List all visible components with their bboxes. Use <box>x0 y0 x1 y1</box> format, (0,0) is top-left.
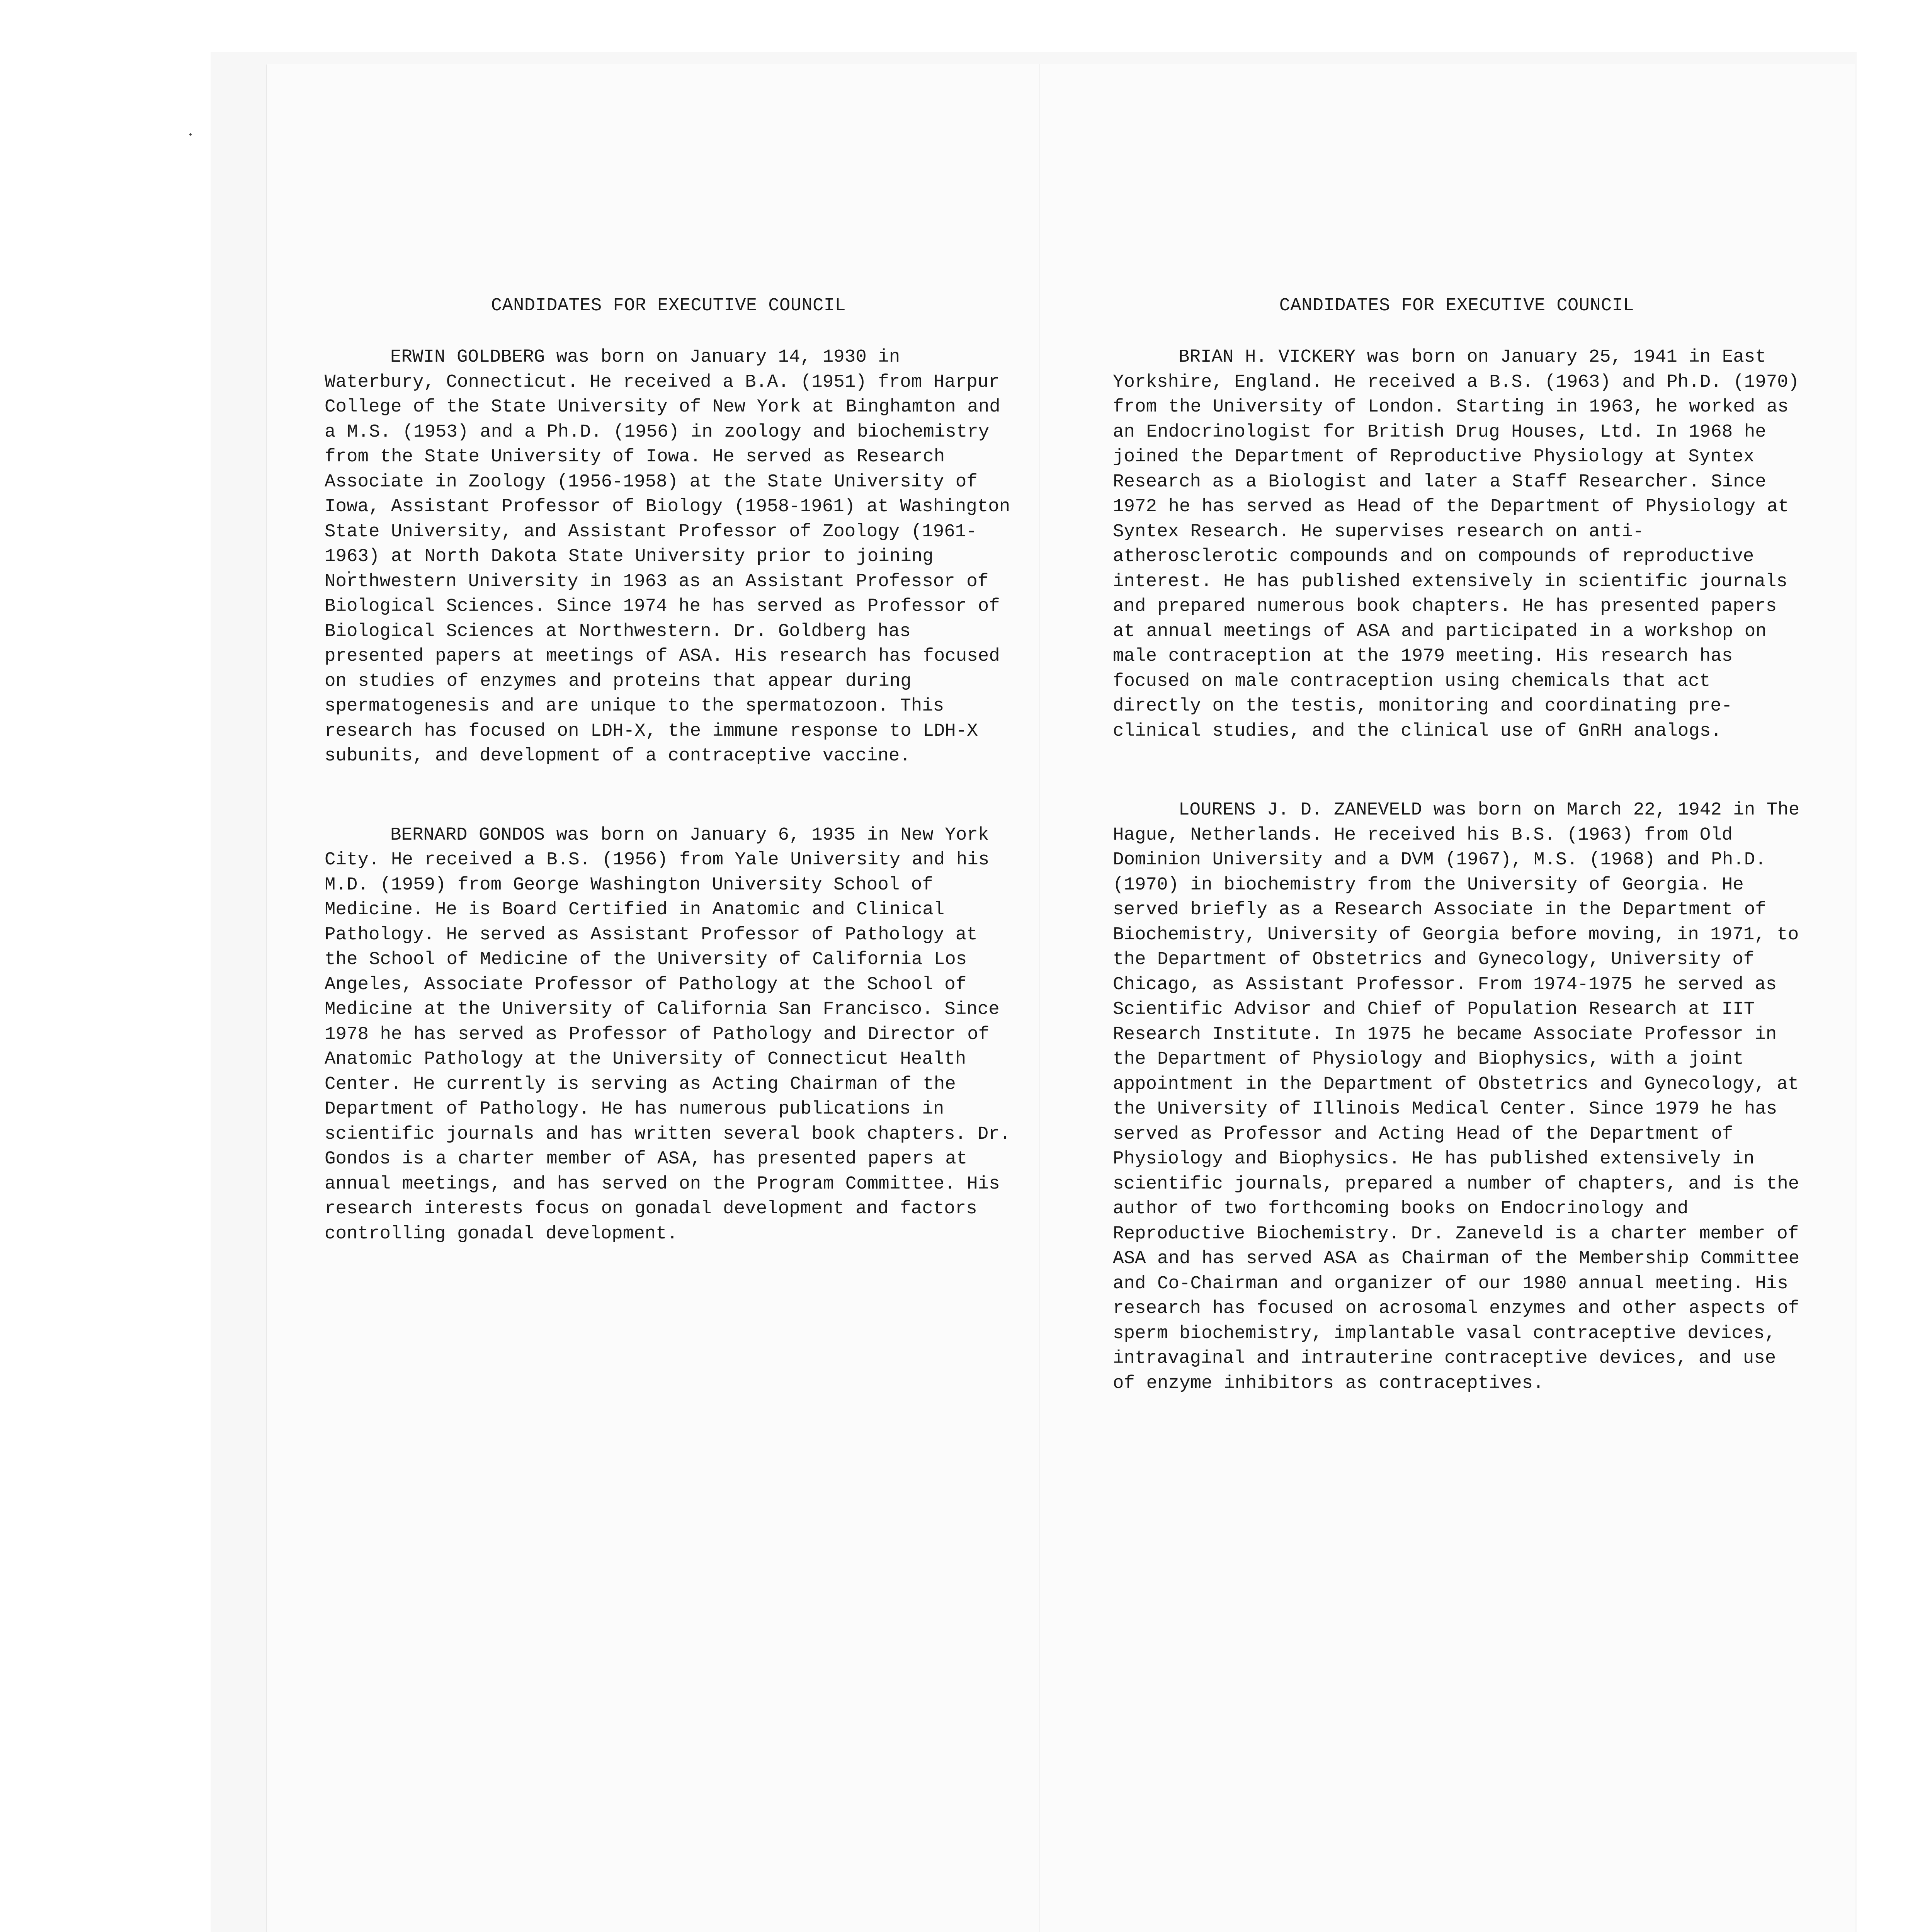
bio-erwin-goldberg: ERWIN GOLDBERG was born on January 14, 1930 in Waterbury, Connecticut. He received a B.A. (1951) from Harpur College of the State University of New York at Binghamton and a M.S. (1953) and a Ph.D. (1956) in zoology and biochemistry from the State University of Iowa. He served as Research Associate in Zoology (1956-1958) at the State University of Iowa, Assistant Professor of Biology (1958-1961) at Washington State University, and Assistant Professor of Zoology (1961-1963) at North Dakota State University prior to joining Northwestern University in 1963 as an Assistant Professor of Biological Sciences. Since 1974 he has served as Professor of Biological Sciences at Northwestern. Dr. Goldberg has presented papers at meetings of ASA. His research has focused on studies of enzymes and proteins that appear during spermatogenesis and are unique to the spermatozoon. This research has focused on LDH-X, the immune response to LDH-X subunits, and development of a contraceptive vaccine. <box>325 347 1010 766</box>
left-column-heading: CANDIDATES FOR EXECUTIVE COUNCIL <box>491 296 846 316</box>
right-column-heading: CANDIDATES FOR EXECUTIVE COUNCIL <box>1279 296 1634 316</box>
bio-brian-vickery: BRIAN H. VICKERY was born on January 25, 1941 in East Yorkshire, England. He received a B.S. (1963) and Ph.D. (1970) from the University of London. Starting in 1963, he worked as an Endocrinologist for British Drug Houses, Ltd. In 1968 he joined the Department of Reproductive Physiology at Syntex Research as a Biologist and later a Staff Researcher. Since 1972 he has served as Head of the Department of Physiology at Syntex Research. He supervises research on anti-atherosclerotic compounds and on compounds of reproductive interest. He has published extensively in scientific journals and prepared numerous book chapters. He has presented papers at annual meetings of ASA and participated in a workshop on male contraception at the 1979 meeting. His research has focused on male contraception using chemicals that act directly on the testis, monitoring and coordinating pre-clinical studies, and the clinical use of GnRH analogs. <box>1113 347 1799 742</box>
bio-bernard-gondos: BERNARD GONDOS was born on January 6, 1935 in New York City. He received a B.S. (1956) from Yale University and his M.D. (1959) from George Washington University School of Medicine. He is Board Certified in Anatomic and Clinical Pathology. He served as Assistant Professor of Pathology at the School of Medicine of the University of California Los Angeles, Associate Professor of Pathology at the School of Medicine at the University of California San Francisco. Since 1978 he has served as Professor of Pathology and Director of Anatomic Pathology at the University of Connecticut Health Center. He currently is serving as Acting Chairman of the Department of Pathology. He has numerous publications in scientific journals and has written several book chapters. Dr. Gondos is a charter member of ASA, has presented papers at annual meetings, and has served on the Program Committee. His research interests focus on gonadal development and factors controlling gonadal development. <box>325 824 1011 1244</box>
page-fold <box>1039 64 1040 1932</box>
bio-lourens-zaneveld: LOURENS J. D. ZANEVELD was born on March 22, 1942 in The Hague, Netherlands. He received his B.S. (1963) from Old Dominion University and a DVM (1967), M.S. (1968) and Ph.D. (1970) in biochemistry from the University of Georgia. He served briefly as a Research Associate in the Department of Biochemistry, University of Georgia before moving, in 1971, to the Department of Obstetrics and Gynecology, University of Chicago, as Assistant Professor. From 1974-1975 he served as Scientific Advisor and Chief of Population Research at IIT Research Institute. In 1975 he became Associate Professor in the Department of Physiology and Biophysics, with a joint appointment in the Department of Obstetrics and Gynecology, at the University of Illinois Medical Center. Since 1979 he has served as Professor and Acting Head of the Department of Physiology and Biophysics. He has published extensively in scientific journals, prepared a number of chapters, and is the author of two forthcoming books on Endocrinology and Reproductive Biochemistry. Dr. Zaneveld is a charter member of ASA and has served ASA as Chairman of the Membership Committee and Co-Chairman and organizer of our 1980 annual meeting. His research has focused on acrosomal enzymes and other aspects of sperm biochemistry, implantable vasal contraceptive devices, intravaginal and intrauterine contraceptive devices, and use of enzyme inhibitors as contraceptives. <box>1113 799 1800 1394</box>
scan-speck <box>189 133 192 136</box>
left-column <box>325 294 1012 1246</box>
right-column <box>1113 294 1801 1396</box>
